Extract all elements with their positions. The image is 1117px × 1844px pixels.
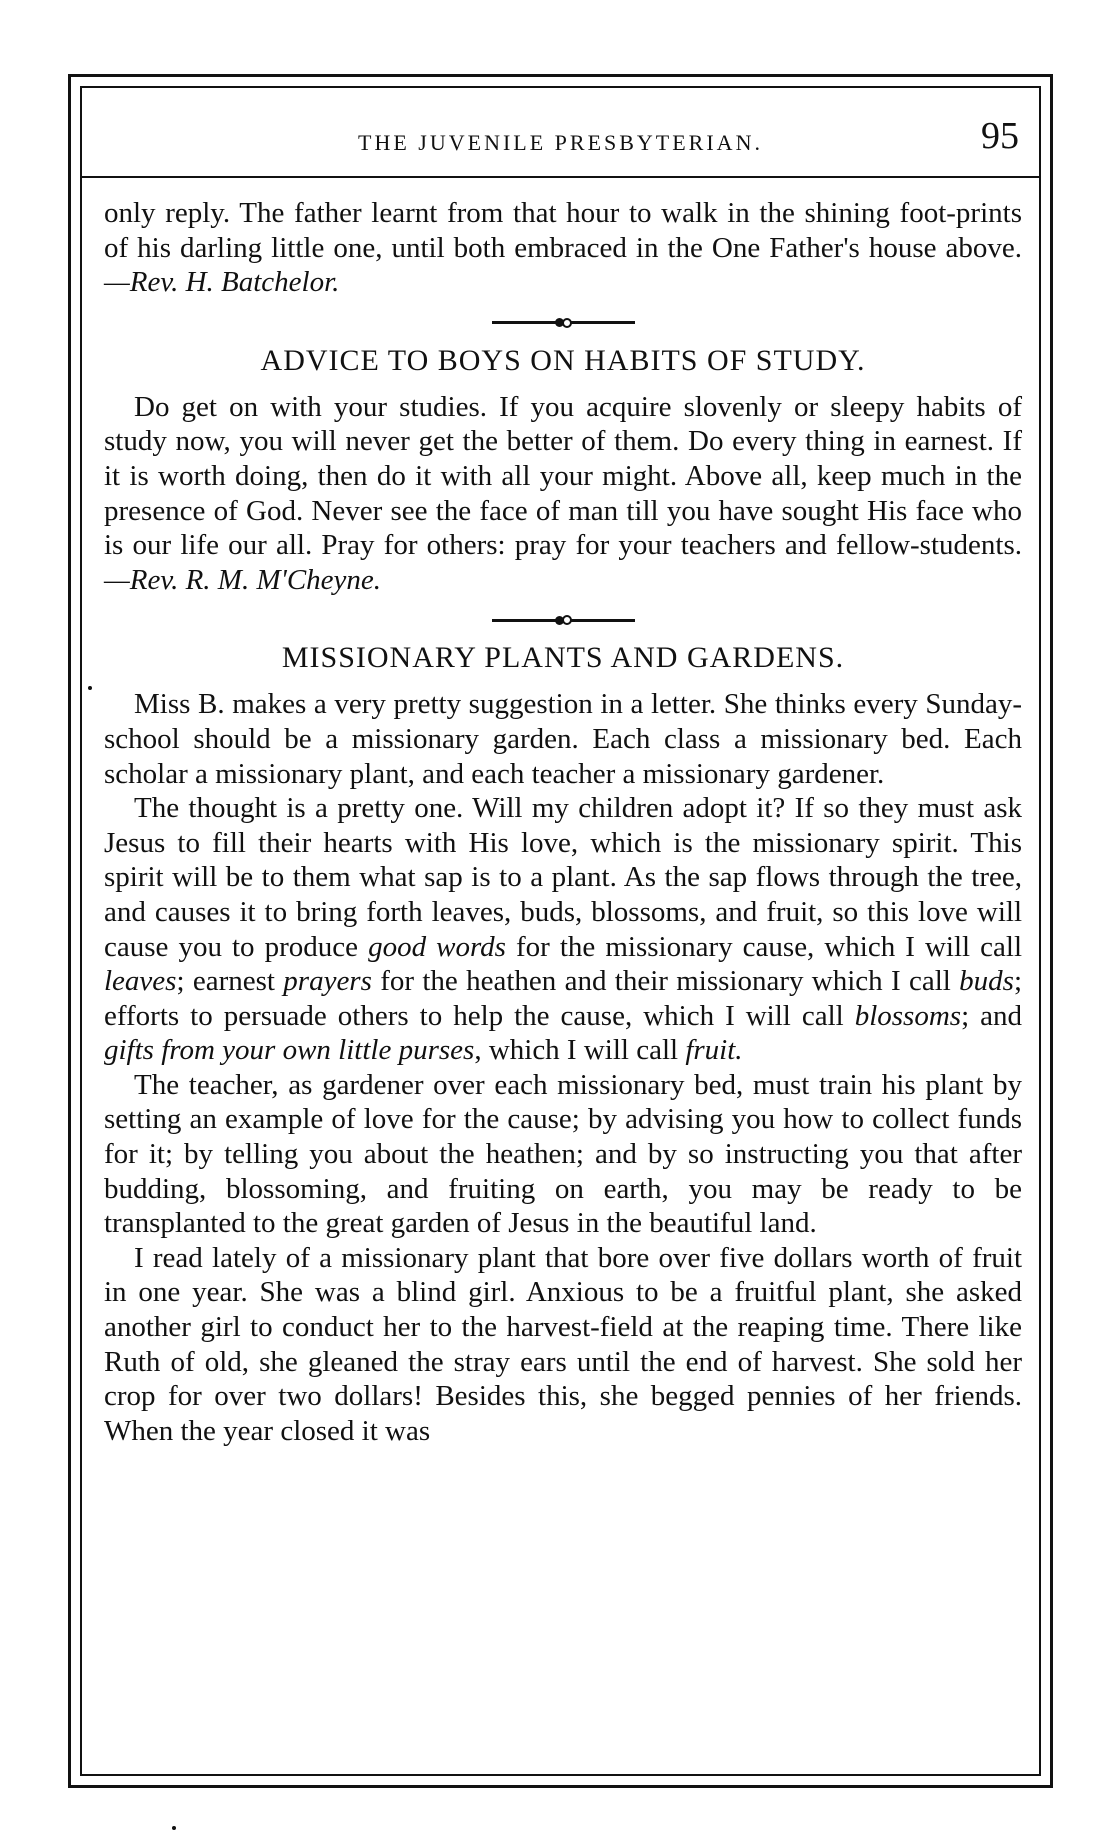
section-heading-missionary: MISSIONARY PLANTS AND GARDENS. <box>281 641 845 675</box>
missionary-paragraph-4: I read lately of a missionary plant that bore over five dollars worth of fruit in one year. She was a blind girl. Anxious to be a fruitful plant, she asked another girl to conduct her to the harvest-field at the reaping time. There like Ruth of old, she gleaned the stray ears until the end of harvest. She sold her crop for over two dollars! Besides this, she begged pennies of her friends. When the year closed it was <box>104 1241 1022 1447</box>
journal-title: THE JUVENILE PRESBYTERIAN. <box>358 130 763 155</box>
section-divider <box>104 607 1022 633</box>
study-advice-text: Do get on with your studies. If you acquire slovenly or sleepy habits of study now, you will never get the better of them. Do every thing in earnest. If it is worth doing, then do it with all your might. Above all, keep much in the presence of God. Never see the face of man till you have sought His face who is our life our all. Pray for others: pray for your teachers and fellow-students. <box>104 390 1022 562</box>
italic-prayers: prayers <box>283 965 372 998</box>
missionary-paragraph-1: Miss B. makes a very pretty suggestion in a letter. She thinks every Sunday-school should be a missionary garden. Each class a missionary bed. Each scholar a missionary plant, and each teacher a missionary gardener. <box>104 688 1022 790</box>
italic-buds: buds <box>959 965 1014 998</box>
italic-fruit: fruit. <box>685 1034 743 1067</box>
intro-paragraph <box>104 196 1022 300</box>
print-speck <box>172 1826 176 1830</box>
missionary-paragraph-3: The teacher, as gardener over each missionary bed, must train his plant by setting an example of love for the cause; by advising you how to collect funds for it; by telling you about the heathen; and by so instructing you that after budding, blossoming, and fruiting on earth, you may be ready to be transplanted to the great garden of Jesus in the beautiful land. <box>104 1068 1022 1240</box>
intro-text: only reply. The father learnt from that hour to walk in the shining foot-prints of his darling little one, until both embraced in the One Father's house above. <box>104 197 1022 264</box>
italic-leaves: leaves <box>104 965 177 998</box>
study-advice-paragraph <box>104 390 1022 598</box>
study-advice-attribution: —Rev. R. M. M'Cheyne. <box>104 563 382 596</box>
print-speck <box>88 686 92 690</box>
italic-blossoms: blossoms <box>854 999 962 1032</box>
section-divider <box>104 310 1022 336</box>
section-heading-study: ADVICE TO BOYS ON HABITS OF STUDY. <box>260 343 866 377</box>
page-content <box>104 196 1022 1448</box>
missionary-paragraph-2: The thought is a pretty one. Will my children adopt it? If so they must ask Jesus to fill their hearts with His love, which is the missionary spirit. This spirit will be to them what sap is to a plant. As the sap flows through the tree, and causes it to bring forth leaves, buds, blossoms, and fruit, so this love will cause you to produce good words for the missionary cause, which I will call leaves; earnest prayers for the heathen and their missionary which I call buds; efforts to persuade others to help the cause, which I will call blossoms; and gifts from your own little purses, which I will call fruit. <box>104 792 1023 1067</box>
italic-gifts: gifts from your own little purses <box>104 1034 475 1067</box>
intro-attribution: —Rev. H. Batchelor. <box>104 266 340 299</box>
running-header <box>80 86 1041 178</box>
page-number: 95 <box>981 115 1019 157</box>
italic-good-words: good words <box>368 930 506 963</box>
